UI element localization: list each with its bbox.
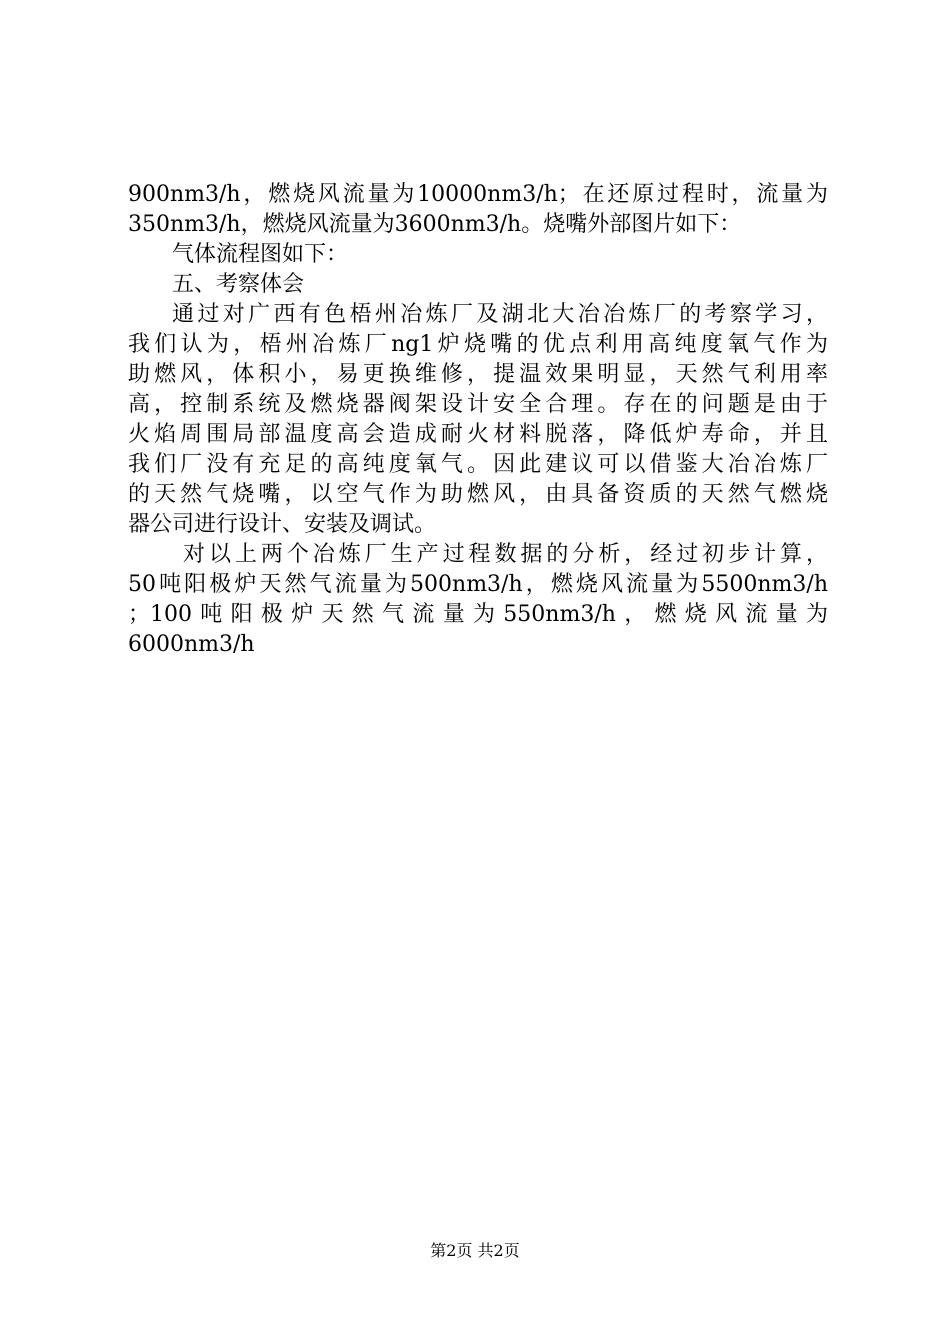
- body-line-5: 通过对广西有色梧州冶炼厂及湖北大冶冶炼厂的考察学习，: [172, 302, 828, 327]
- body-line-6: 我们认为，梧州冶炼厂ng1炉烧嘴的优点利用高纯度氧气作为: [128, 332, 828, 357]
- body-line-12: 器公司进行设计、安装及调试。: [128, 512, 437, 537]
- body-line-7: 助燃风，体积小，易更换维修，提温效果明显，天然气利用率: [128, 362, 828, 387]
- body-line-13: 对以上两个冶炼厂生产过程数据的分析，经过初步计算，: [183, 542, 828, 567]
- body-line-1: 900nm3/h，燃烧风流量为10000nm3/h；在还原过程时，流量为: [128, 182, 828, 207]
- body-line-16: 6000nm3/h: [128, 632, 255, 657]
- body-line-9: 火焰周围局部温度高会造成耐火材料脱落，降低炉寿命，并且: [128, 422, 828, 447]
- section-heading: 五、考察体会: [172, 272, 305, 297]
- body-line-3: 气体流程图如下：: [172, 242, 349, 267]
- page-footer: 第2页 共2页: [430, 1241, 520, 1260]
- body-line-8: 高，控制系统及燃烧器阀架设计安全合理。存在的问题是由于: [128, 392, 828, 417]
- body-line-15: ；100吨阳极炉天然气流量为550nm3/h，燃烧风流量为: [128, 602, 828, 627]
- body-line-2: 350nm3/h，燃烧风流量为3600nm3/h。烧嘴外部图片如下：: [128, 212, 742, 237]
- body-line-10: 我们厂没有充足的高纯度氧气。因此建议可以借鉴大冶冶炼厂: [128, 452, 828, 477]
- body-line-14: 50吨阳极炉天然气流量为500nm3/h，燃烧风流量为5500nm3/h: [128, 572, 828, 597]
- body-line-11: 的天然气烧嘴，以空气作为助燃风，由具备资质的天然气燃烧: [128, 482, 828, 507]
